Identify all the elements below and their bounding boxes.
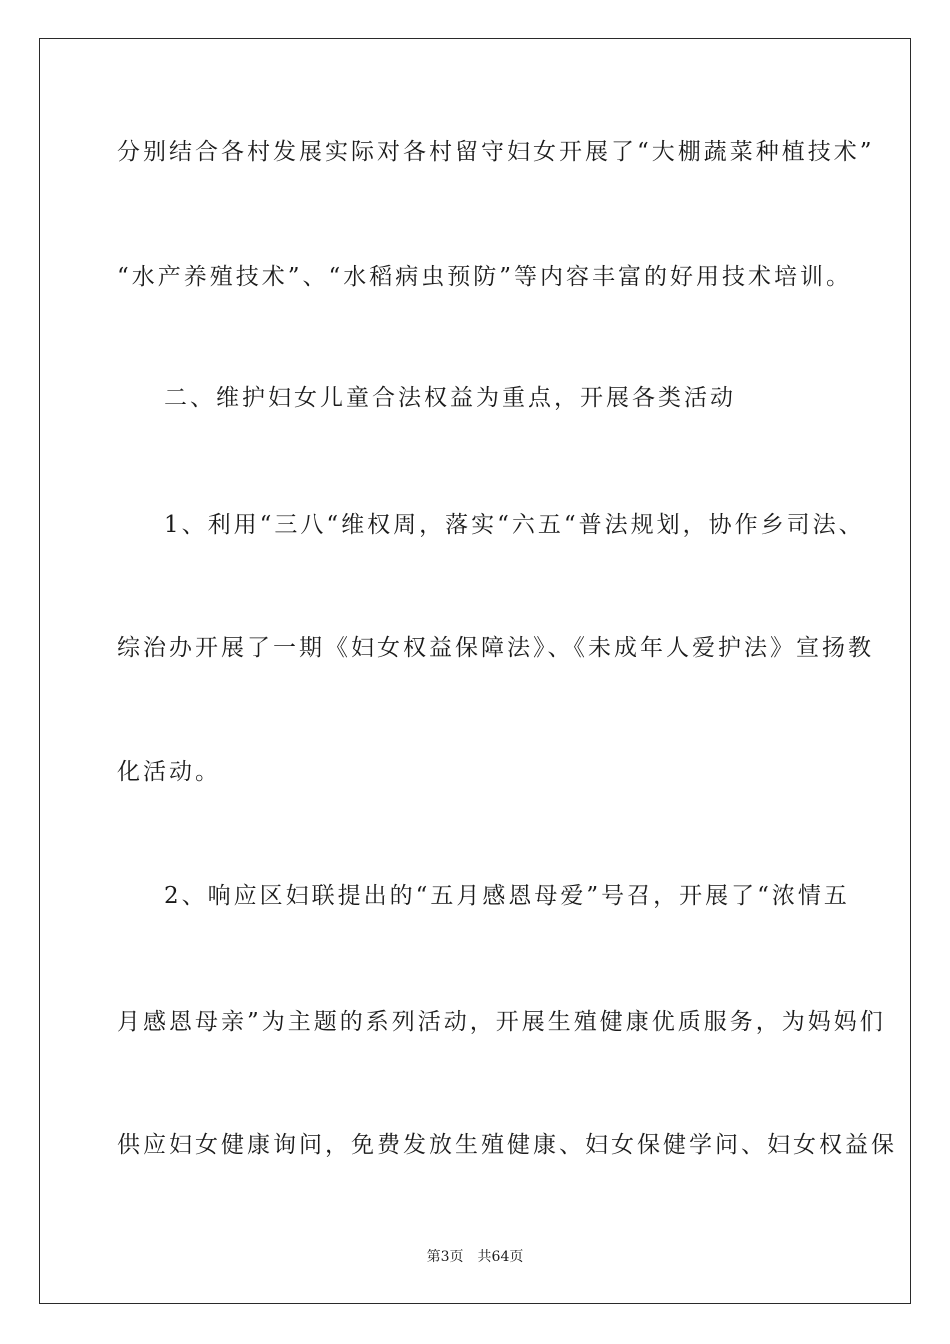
section-heading: 二、维护妇女儿童合法权益为重点，开展各类活动 (164, 385, 736, 411)
page-number-footer: 第3页 共64页 (426, 1249, 524, 1265)
body-text-line: 月感恩母亲”为主题的系列活动，开展生殖健康优质服务，为妈妈们 (117, 1009, 886, 1035)
body-text-line: 综治办开展了一期《妇女权益保障法》、《未成年人爱护法》宣扬教 (117, 635, 874, 661)
body-text-line: 供应妇女健康询问，免费发放生殖健康、妇女保健学问、妇女权益保 (117, 1132, 897, 1158)
body-text-line: 分别结合各村发展实际对各村留守妇女开展了“大棚蔬菜种植技术” (117, 139, 875, 165)
page-border (39, 38, 911, 1304)
body-text-line: 化活动。 (117, 759, 221, 785)
body-text-line: 1、利用“三八“维权周，落实“六五“普法规划，协作乡司法、 (164, 512, 865, 538)
body-text-line: “水产养殖技术”、“水稻病虫预防”等内容丰富的好用技术培训。 (117, 264, 853, 290)
body-text-line: 2、响应区妇联提出的“五月感恩母爱”号召，开展了“浓情五 (164, 883, 850, 909)
